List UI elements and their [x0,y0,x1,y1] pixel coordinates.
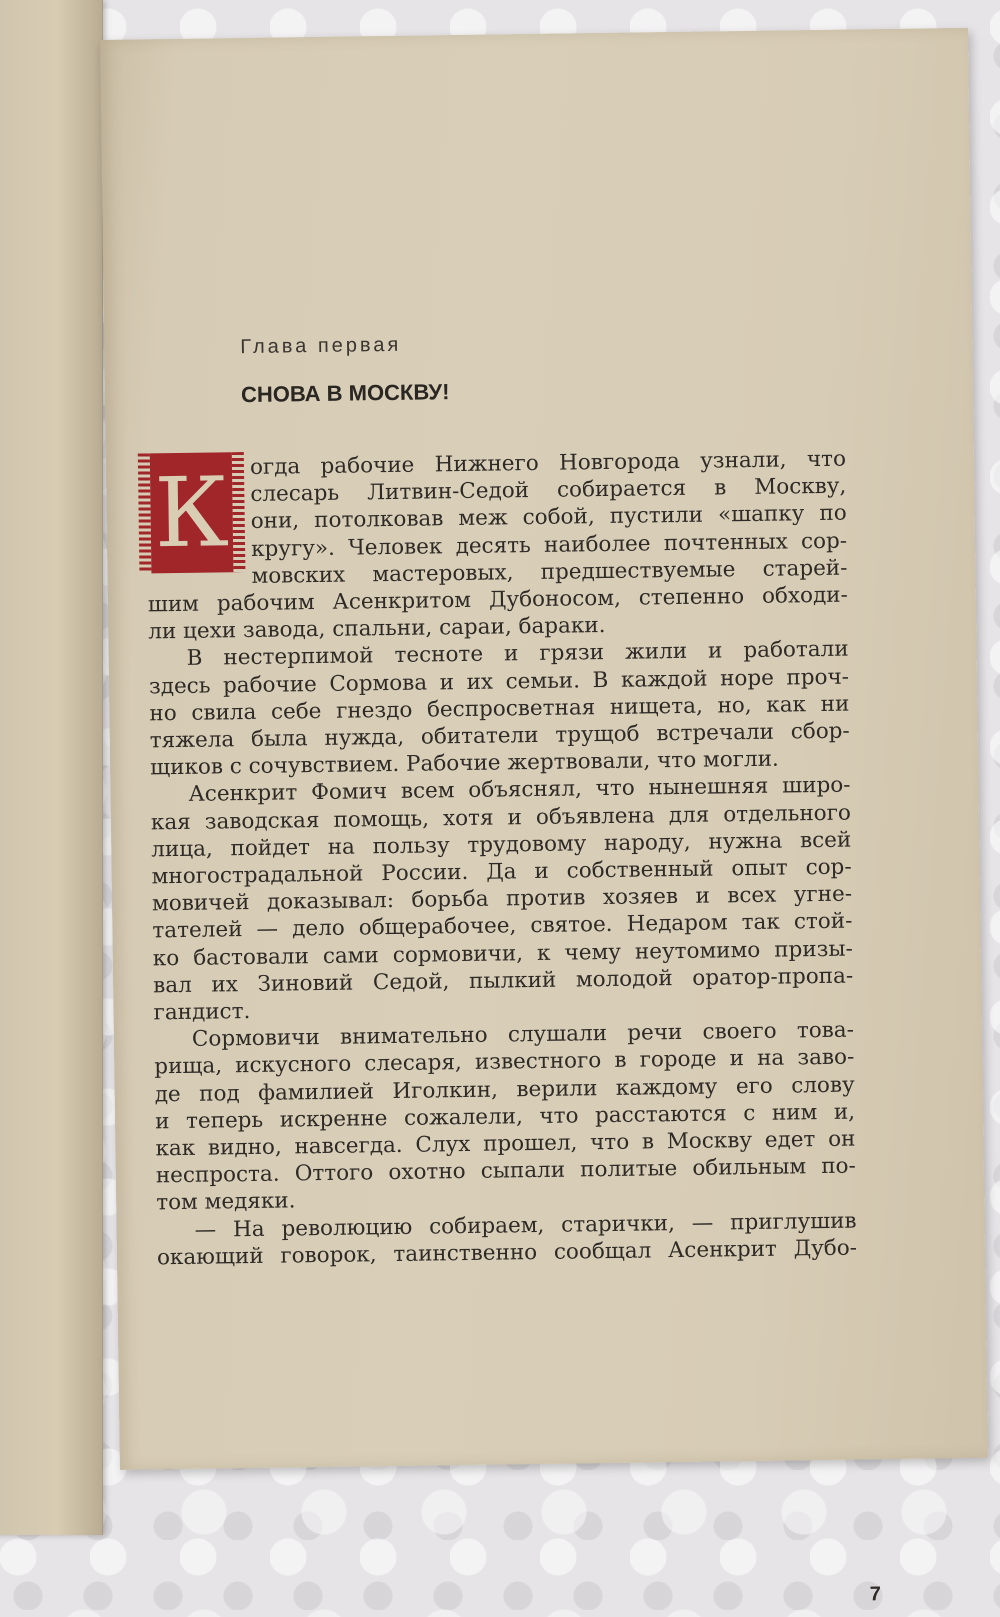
text-line: неспроста. Оттого охотно сыпали политые обильным по- [155,1153,856,1189]
text-line: как видно, навсегда. Слух прошел, что в Москву едет он [155,1126,856,1162]
text-line: здесь рабочие Сормова и их семьи. В каждой норе проч- [148,664,850,700]
chapter-title: СНОВА В МОСКВУ! [240,379,450,408]
text-line: шим рабочим Асенкритом Дубоносом, степенно обходи- [147,582,848,618]
text-line: ко бастовали сами сормовичи, к чему неутомимо призы- [152,936,853,972]
text-line: гандист. [153,999,251,1026]
text-line: мовских мастеровых, предшествуемые старей- [251,555,848,589]
page-content [144,330,882,1606]
text-line: многострадальной России. Да и собственный опыт сор- [151,854,852,890]
text-line: Асенкрит Фомич всем объяснял, что нынешняя широ- [188,773,851,808]
text-line: огда рабочие Нижнего Новгорода узнали, что [249,446,847,480]
text-line: В нестерпимой тесноте и грязи жили и работали [186,637,849,672]
text-line: кая заводская помощь, хотя и объявлена для отдельного [150,800,852,836]
chapter-label: Глава первая [240,333,402,359]
facing-page-edge [0,0,103,1535]
text-line: вал их Зиновий Седой, пылкий молодой оратор-пропа- [153,963,854,999]
text-line: лица, пойдет на пользу трудовому народу, нужна всей [151,827,852,863]
text-line: рища, искусного слесаря, известного в городе и на заво- [154,1045,855,1080]
text-line: том медяки. [156,1188,296,1216]
drop-cap-letter: К [153,456,230,570]
text-line: слесарь Литвин-Седой собирается в Москву, [250,473,847,508]
page-number: 7 [869,1583,882,1606]
chapter-body-text [146,446,857,1272]
text-line: — На революцию собираем, старички, — приглушив [194,1208,857,1243]
text-line: мовичей доказывал: борьба против хозяев и всех угне- [151,881,853,917]
text-line: кругу». Человек десять наиболее почтенных сор- [250,528,848,562]
text-line: тяжела была нужда, обитатели трущоб встречали сбор- [149,718,850,754]
text-line: и теперь искренне сожалели, что расстаются с ним и, [154,1099,856,1135]
text-line: они, потолковав меж собой, пустили «шапку по [250,501,847,535]
text-line: Сормовичи внимательно слушали речи своего това- [191,1017,855,1053]
book-page [100,28,988,1606]
text-line: де под фамилией Иголкин, верили каждому его слову [154,1072,855,1108]
text-line: но свила себе гнездо беспросветная нищета, но, как ни [149,691,850,727]
text-line: ли цехи завода, спальни, сараи, бараки. [148,613,606,645]
text-line: щиков с сочувствием. Рабочие жертвовали, что могли. [149,746,779,781]
text-line: окающий говорок, таинственно сообщал Асенкрит Дубо- [156,1235,858,1271]
text-line: тателей — дело общерабочее, святое. Недаром так стой- [152,909,853,944]
